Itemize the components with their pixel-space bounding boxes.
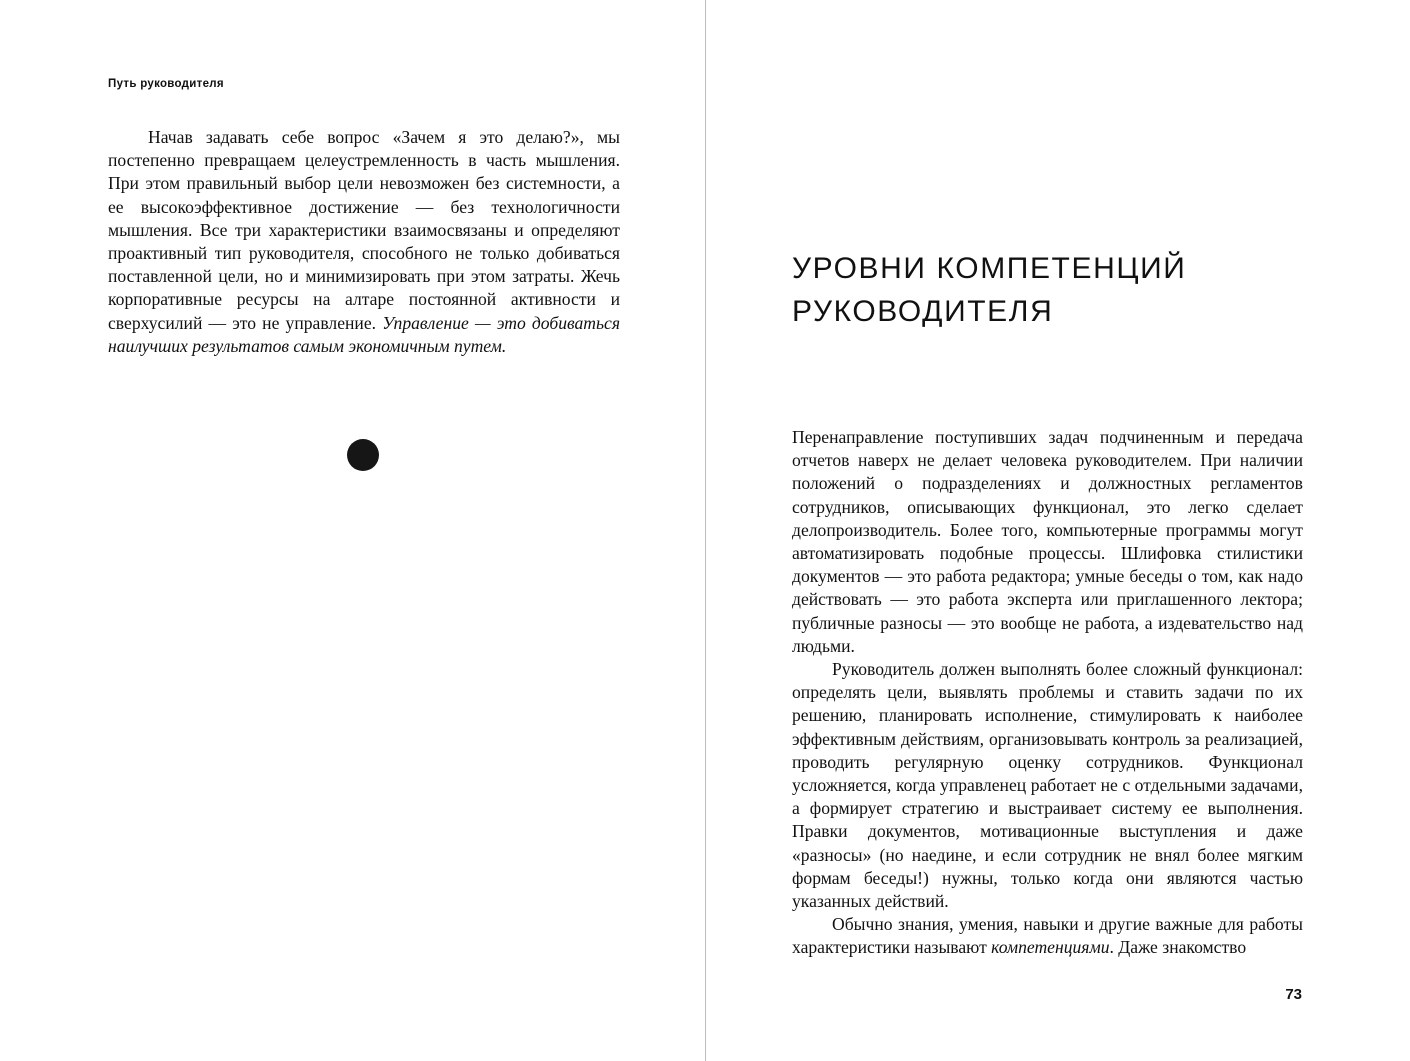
paragraph-italic-term: компетенциями [991,937,1110,958]
chapter-title-line-1: УРОВНИ КОМПЕТЕНЦИЙ [792,252,1187,285]
section-divider-dot-icon [347,439,379,471]
right-body-block [792,426,1303,960]
left-body-block [108,126,620,358]
left-paragraph [108,126,620,358]
paragraph [792,913,1303,959]
paragraph-text: . Даже знакомство [1109,937,1247,958]
paragraph-text: Обычно знания, умения, навыки и другие важные для работы характеристики называют [792,914,1303,958]
paragraph: Руководитель должен выполнять более сложный функционал: определять цели, выявлять проблемы и ставить задачи по их решению, планировать исполнение, стимулировать к наиболее эффективным действиям, организовывать контроль за реализацией, проводить регулярную оценку сотрудников. Функционал усложняется, когда управленец работает не с отдельными задачами, а формирует стратегию и выстраивает систему ее выполнения. Правки документов, мотивационные выступления и даже «разносы» (но наедине, и если сотрудник не внял более мягким формам беседы!) нужны, только когда они являются частью указанных действий. [792,659,1303,912]
running-head: Путь руководителя [108,78,224,90]
page-number: 73 [1285,986,1302,1003]
chapter-title [792,247,1186,333]
left-paragraph-text: Начав задавать себе вопрос «Зачем я это делаю?», мы постепенно превращаем целеустремленность в часть мышления. При этом правильный выбор цели невозможен без системности, а ее высокоэффективное достижение — без технологичности мышления. Все три характеристики взаимосвязаны и определяют проактивный тип руководителя, способного не только добиваться поставленной цели, но и минимизировать при этом затраты. Жечь корпоративные ресурсы на алтаре постоянной активности и сверхусилий — это не управление. [108,127,620,333]
right-page [706,0,1410,1061]
paragraph: Перенаправление поступивших задач подчиненным и передача отчетов наверх не делает человека руководителем. При наличии положений о подразделениях и должностных регламентов сотрудников, описывающих функционал, это легко сделает делопроизводитель. Более того, компьютерные программы могут автоматизировать подобные процессы. Шлифовка стилистики документов — это работа редактора; умные беседы о том, как надо действовать — это работа эксперта или приглашенного лектора; публичные разносы — это вообще не работа, а издевательство над людьми. [792,427,1303,656]
left-paragraph-italic-text: Управление — это добиваться наилучших результатов самым экономичным путем. [108,312,621,356]
chapter-title-line-2: РУКОВОДИТЕЛЯ [792,295,1054,328]
